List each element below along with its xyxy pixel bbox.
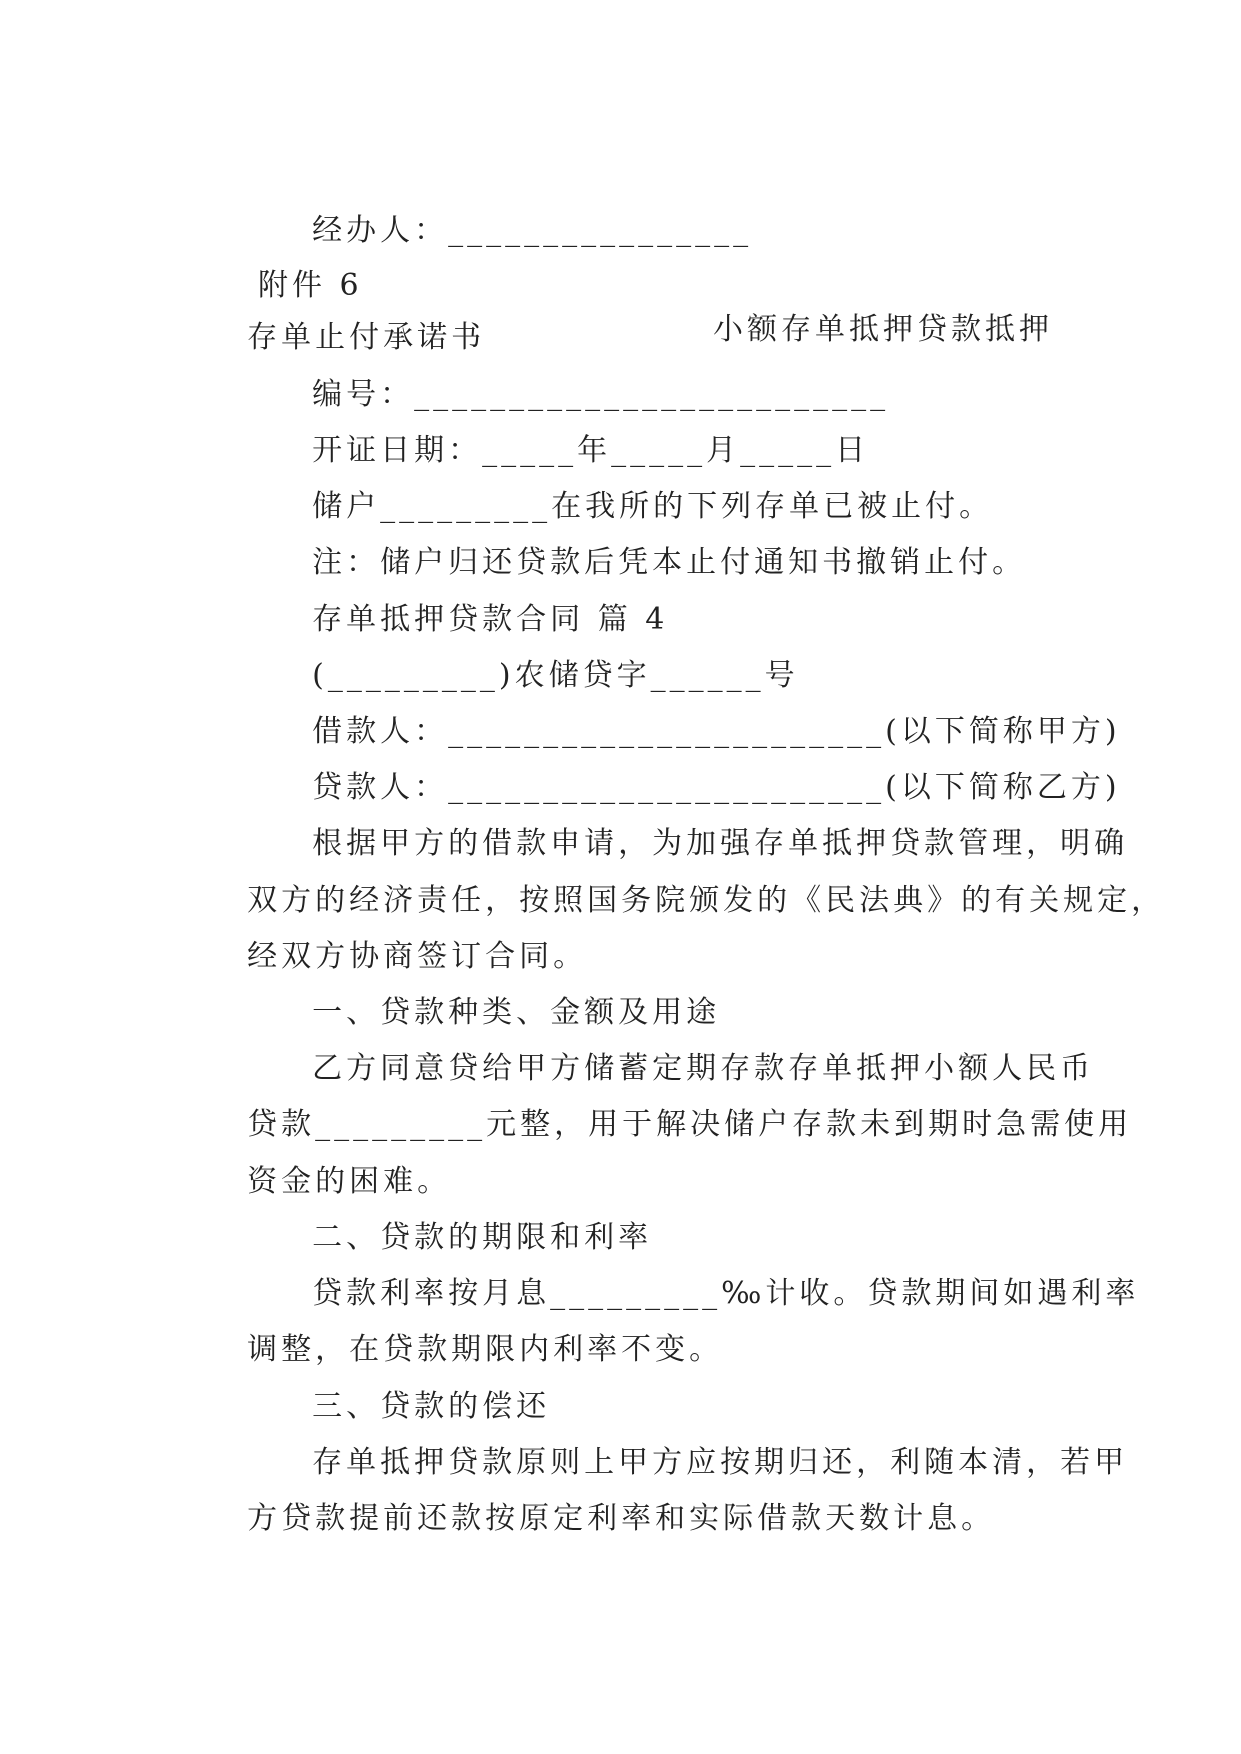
section-1-text-2: 贷款_________元整，用于解决储户存款未到期时急需使用: [247, 1107, 1133, 1142]
preamble-text-1: 根据甲方的借款申请，为加强存单抵押贷款管理，明确: [312, 826, 1129, 861]
section-2-text-2: 调整，在贷款期限内利率不变。: [247, 1332, 724, 1367]
section-3-line-2: [193, 1453, 1053, 1585]
section-2-text-1: 贷款利率按月息_________‰计收。贷款期间如遇利率: [312, 1276, 1140, 1311]
section-1-heading: 一、贷款种类、金额及用途: [312, 995, 721, 1030]
note-text: 注：储户归还贷款后凭本止付通知书撤销止付。: [312, 545, 1027, 580]
section-1-text-3: 资金的困难。: [247, 1164, 452, 1199]
section-3-text-1: 存单抵押贷款原则上甲方应按期归还，利随本清，若甲: [312, 1445, 1129, 1480]
lender-text: 贷款人：_______________________(以下简称乙方): [312, 770, 1121, 805]
contract-title: 存单抵押贷款合同 篇 4: [312, 602, 669, 637]
attachment-title-part2: 存单止付承诺书: [247, 320, 486, 355]
section-2-heading: 二、贷款的期限和利率: [312, 1220, 653, 1255]
issue-date-text: 开证日期：_____年_____月_____日: [312, 433, 870, 468]
section-1-text-1: 乙方同意贷给甲方储蓄定期存款存单抵押小额人民币: [312, 1051, 1095, 1086]
borrower-text: 借款人：_______________________(以下简称甲方): [312, 714, 1121, 749]
handler-text: 经办人：________________: [312, 213, 753, 248]
contract-number-text: (_________)农储贷字______号: [312, 658, 799, 693]
section-3-text-2: 方贷款提前还款按原定利率和实际借款天数计息。: [247, 1501, 996, 1536]
attachment-number: 附件 6: [258, 268, 363, 303]
preamble-text-2: 双方的经济责任，按照国务院颁发的《民法典》的有关规定，: [247, 883, 1166, 918]
serial-number-text: 编号：_________________________: [312, 377, 890, 412]
section-3-heading: 三、贷款的偿还: [312, 1389, 551, 1424]
attachment-title-part1: 小额存单抵押贷款抵押: [713, 312, 1053, 347]
preamble-text-3: 经双方协商签订合同。: [247, 939, 588, 974]
depositor-text: 储户_________在我所的下列存单已被止付。: [312, 489, 994, 524]
